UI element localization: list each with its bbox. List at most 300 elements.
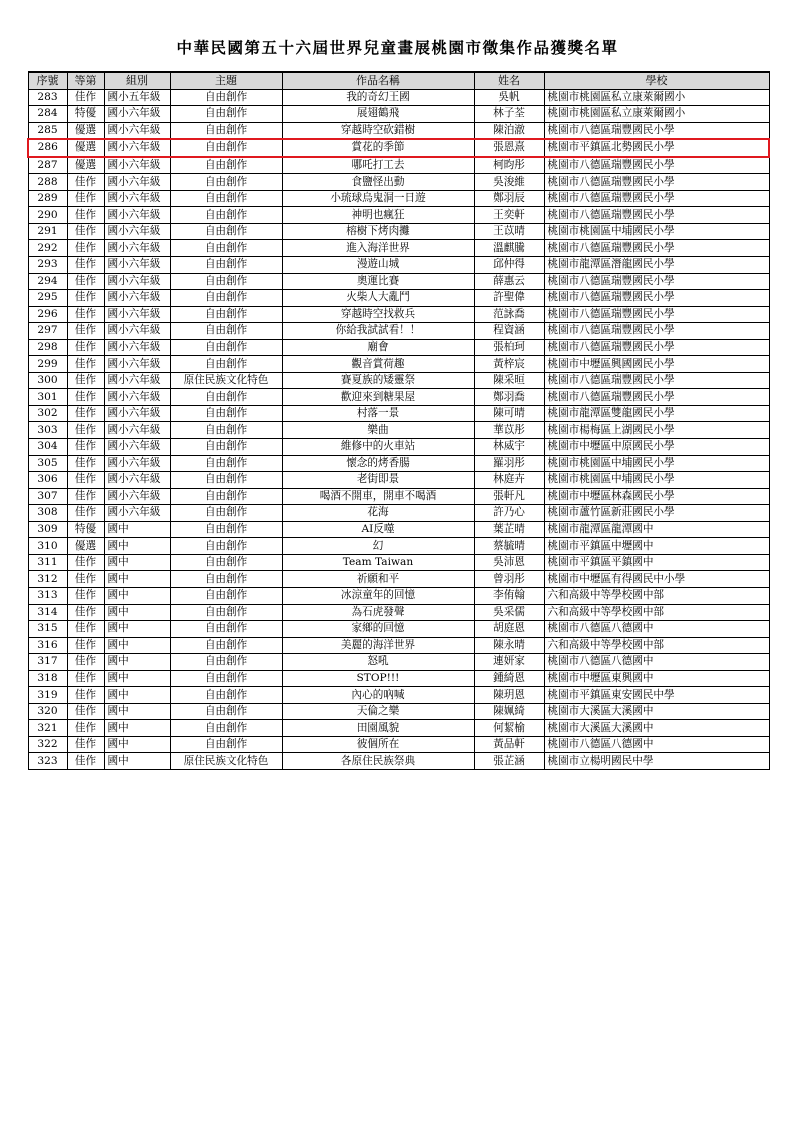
cell-serial: 288 [28,174,67,191]
table-row [28,207,769,224]
cell-theme: 自由創作 [170,290,282,307]
table-row [28,122,769,139]
cell-work-title: 懷念的烤香腸 [282,455,474,472]
cell-grade: 佳作 [67,207,104,224]
cell-work-title: STOP!!! [282,670,474,687]
cell-serial: 284 [28,106,67,123]
cell-serial: 317 [28,654,67,671]
cell-serial: 287 [28,157,67,174]
cell-school: 桃園市平鎮區平鎮國中 [544,554,769,571]
cell-theme: 自由創作 [170,439,282,456]
cell-work-title: 內心的吶喊 [282,687,474,704]
cell-school: 桃園市立楊明國民中學 [544,753,769,770]
cell-group: 國小六年級 [104,405,170,422]
cell-work-title: 你給我試試看！！ [282,323,474,340]
cell-grade: 優選 [67,122,104,139]
header-serial: 序號 [28,72,67,89]
cell-group: 國小六年級 [104,488,170,505]
cell-grade: 佳作 [67,306,104,323]
cell-school: 桃園市大溪區大溪國中 [544,720,769,737]
cell-theme: 自由創作 [170,405,282,422]
cell-name: 連妍家 [474,654,544,671]
cell-grade: 佳作 [67,273,104,290]
cell-name: 許乃心 [474,505,544,522]
table-row [28,621,769,638]
cell-name: 薛惠云 [474,273,544,290]
table-row [28,720,769,737]
cell-theme: 自由創作 [170,703,282,720]
cell-name: 陳采晅 [474,372,544,389]
cell-grade: 佳作 [67,89,104,106]
cell-work-title: 喝酒不開車，開車不喝酒 [282,488,474,505]
cell-grade: 佳作 [67,670,104,687]
cell-work-title: 樂曲 [282,422,474,439]
cell-grade: 優選 [67,157,104,174]
table-row [28,538,769,555]
cell-serial: 304 [28,439,67,456]
cell-serial: 291 [28,223,67,240]
cell-group: 國小六年級 [104,207,170,224]
cell-serial: 312 [28,571,67,588]
cell-work-title: 展翅鶴飛 [282,106,474,123]
table-row [28,174,769,191]
table-row [28,290,769,307]
table-row [28,89,769,106]
cell-theme: 自由創作 [170,190,282,207]
header-group: 組別 [104,72,170,89]
cell-school: 桃園市大溪區大溪國中 [544,703,769,720]
cell-serial: 292 [28,240,67,257]
cell-work-title: 各原住民族祭典 [282,753,474,770]
cell-group: 國中 [104,703,170,720]
cell-grade: 佳作 [67,587,104,604]
cell-name: 陳泊澈 [474,122,544,139]
cell-work-title: 神明也瘋狂 [282,207,474,224]
cell-school: 桃園市中壢區興國國民小學 [544,356,769,373]
table-row [28,273,769,290]
cell-group: 國小六年級 [104,257,170,274]
cell-name: 吳帆 [474,89,544,106]
cell-name: 王苡晴 [474,223,544,240]
cell-group: 國小六年級 [104,356,170,373]
cell-theme: 自由創作 [170,106,282,123]
cell-grade: 佳作 [67,190,104,207]
cell-grade: 佳作 [67,339,104,356]
cell-work-title: 榕樹下烤肉攤 [282,223,474,240]
cell-theme: 自由創作 [170,273,282,290]
cell-grade: 優選 [67,139,104,157]
cell-theme: 自由創作 [170,505,282,522]
table-header-row [28,72,769,89]
table-row [28,439,769,456]
cell-grade: 佳作 [67,505,104,522]
cell-group: 國小六年級 [104,190,170,207]
cell-serial: 314 [28,604,67,621]
cell-serial: 283 [28,89,67,106]
cell-school: 桃園市龍潭區龍潭國中 [544,521,769,538]
cell-serial: 286 [28,139,67,157]
cell-group: 國中 [104,670,170,687]
cell-serial: 289 [28,190,67,207]
cell-group: 國中 [104,736,170,753]
cell-name: 張軒凡 [474,488,544,505]
cell-work-title: 火柴人大亂鬥 [282,290,474,307]
cell-serial: 307 [28,488,67,505]
cell-school: 桃園市八德區瑞豐國民小學 [544,306,769,323]
cell-work-title: 老街即景 [282,472,474,489]
cell-theme: 自由創作 [170,306,282,323]
cell-work-title: 為石虎發聲 [282,604,474,621]
cell-school: 桃園市八德區瑞豐國民小學 [544,122,769,139]
cell-work-title: 進入海洋世界 [282,240,474,257]
table-row [28,604,769,621]
cell-name: 王奕軒 [474,207,544,224]
cell-grade: 佳作 [67,323,104,340]
cell-work-title: 小琉球烏鬼洞一日遊 [282,190,474,207]
cell-group: 國中 [104,604,170,621]
cell-theme: 自由創作 [170,207,282,224]
cell-name: 林庭卉 [474,472,544,489]
cell-name: 鄭羽喬 [474,389,544,406]
cell-group: 國小五年級 [104,89,170,106]
cell-group: 國小六年級 [104,389,170,406]
cell-school: 桃園市蘆竹區新莊國民小學 [544,505,769,522]
cell-serial: 323 [28,753,67,770]
cell-serial: 295 [28,290,67,307]
cell-serial: 319 [28,687,67,704]
table-row [28,306,769,323]
cell-school: 桃園市桃園區中埔國民小學 [544,472,769,489]
cell-serial: 310 [28,538,67,555]
cell-theme: 自由創作 [170,356,282,373]
cell-theme: 自由創作 [170,139,282,157]
cell-grade: 佳作 [67,736,104,753]
cell-name: 林威宇 [474,439,544,456]
cell-school: 桃園市平鎮區北勢國民小學 [544,139,769,157]
cell-theme: 自由創作 [170,240,282,257]
cell-name: 張柏珂 [474,339,544,356]
cell-school: 六和高級中等學校國中部 [544,604,769,621]
cell-name: 溫麒騰 [474,240,544,257]
cell-name: 黃品軒 [474,736,544,753]
cell-theme: 自由創作 [170,736,282,753]
cell-work-title: 村落一景 [282,405,474,422]
cell-name: 鍾綺恩 [474,670,544,687]
cell-name: 華苡彤 [474,422,544,439]
cell-group: 國中 [104,554,170,571]
cell-work-title: 怒吼 [282,654,474,671]
cell-group: 國中 [104,753,170,770]
cell-work-title: 賽夏族的矮靈祭 [282,372,474,389]
cell-serial: 305 [28,455,67,472]
cell-theme: 自由創作 [170,538,282,555]
cell-theme: 自由創作 [170,571,282,588]
cell-grade: 佳作 [67,654,104,671]
cell-name: 陳可晴 [474,405,544,422]
cell-name: 陳玥恩 [474,687,544,704]
cell-theme: 自由創作 [170,122,282,139]
cell-work-title: 祈願和平 [282,571,474,588]
cell-group: 國小六年級 [104,472,170,489]
cell-theme: 自由創作 [170,521,282,538]
cell-school: 桃園市平鎮區中壢國中 [544,538,769,555]
cell-theme: 自由創作 [170,389,282,406]
cell-name: 李侑翰 [474,587,544,604]
cell-grade: 特優 [67,106,104,123]
cell-group: 國中 [104,621,170,638]
table-row [28,422,769,439]
cell-school: 桃園市八德區瑞豐國民小學 [544,290,769,307]
cell-group: 國中 [104,720,170,737]
cell-group: 國小六年級 [104,157,170,174]
cell-group: 國小六年級 [104,455,170,472]
cell-grade: 佳作 [67,405,104,422]
header-theme: 主題 [170,72,282,89]
cell-work-title: 歡迎來到糖果屋 [282,389,474,406]
cell-work-title: 冰涼童年的回憶 [282,587,474,604]
cell-school: 六和高級中等學校國中部 [544,587,769,604]
cell-grade: 佳作 [67,488,104,505]
table-row-highlighted [28,139,769,157]
cell-group: 國小六年級 [104,372,170,389]
table-row [28,257,769,274]
cell-serial: 298 [28,339,67,356]
cell-grade: 佳作 [67,687,104,704]
cell-name: 蔡毓晴 [474,538,544,555]
table-row [28,223,769,240]
cell-name: 陳姵綺 [474,703,544,720]
cell-grade: 佳作 [67,753,104,770]
cell-theme: 原住民族文化特色 [170,372,282,389]
table-row [28,389,769,406]
table-row [28,106,769,123]
cell-grade: 佳作 [67,621,104,638]
table-row [28,554,769,571]
cell-theme: 自由創作 [170,422,282,439]
cell-school: 桃園市八德區瑞豐國民小學 [544,339,769,356]
table-row [28,356,769,373]
cell-name: 曾羽彤 [474,571,544,588]
cell-theme: 原住民族文化特色 [170,753,282,770]
cell-grade: 佳作 [67,604,104,621]
cell-work-title: 美麗的海洋世界 [282,637,474,654]
cell-school: 桃園市八德區瑞豐國民小學 [544,372,769,389]
cell-school: 桃園市中壢區林森國民小學 [544,488,769,505]
cell-theme: 自由創作 [170,654,282,671]
cell-serial: 300 [28,372,67,389]
cell-school: 桃園市中壢區東興國中 [544,670,769,687]
cell-name: 黃梓宸 [474,356,544,373]
cell-group: 國中 [104,637,170,654]
cell-group: 國小六年級 [104,174,170,191]
cell-serial: 313 [28,587,67,604]
cell-school: 桃園市中壢區有得國民中小學 [544,571,769,588]
cell-grade: 佳作 [67,290,104,307]
cell-work-title: AI反噬 [282,521,474,538]
cell-school: 桃園市八德區瑞豐國民小學 [544,389,769,406]
cell-work-title: 田園風貌 [282,720,474,737]
cell-school: 桃園市桃園區中埔國民小學 [544,455,769,472]
cell-theme: 自由創作 [170,455,282,472]
cell-serial: 293 [28,257,67,274]
cell-group: 國小六年級 [104,223,170,240]
cell-theme: 自由創作 [170,323,282,340]
cell-serial: 294 [28,273,67,290]
cell-school: 桃園市八德區八德國中 [544,654,769,671]
cell-work-title: 奧運比賽 [282,273,474,290]
cell-name: 胡庭恩 [474,621,544,638]
table-row [28,323,769,340]
document-title: 中華民國第五十六屆世界兒童畫展桃園市徵集作品獲獎名單 [176,39,619,57]
cell-theme: 自由創作 [170,174,282,191]
cell-school: 六和高級中等學校國中部 [544,637,769,654]
table-row [28,637,769,654]
cell-group: 國中 [104,538,170,555]
table-row [28,488,769,505]
table-row [28,190,769,207]
cell-grade: 優選 [67,538,104,555]
cell-group: 國小六年級 [104,122,170,139]
cell-serial: 311 [28,554,67,571]
cell-serial: 306 [28,472,67,489]
cell-theme: 自由創作 [170,687,282,704]
cell-school: 桃園市桃園區私立康萊爾國小 [544,89,769,106]
cell-group: 國小六年級 [104,323,170,340]
cell-work-title: 哪吒打工去 [282,157,474,174]
cell-work-title: 維修中的火車站 [282,439,474,456]
cell-serial: 299 [28,356,67,373]
cell-name: 柯昀彤 [474,157,544,174]
cell-grade: 佳作 [67,703,104,720]
cell-work-title: 廟會 [282,339,474,356]
cell-group: 國中 [104,587,170,604]
cell-theme: 自由創作 [170,637,282,654]
cell-serial: 296 [28,306,67,323]
cell-grade: 佳作 [67,174,104,191]
table-row [28,240,769,257]
cell-serial: 316 [28,637,67,654]
cell-work-title: 穿越時空找救兵 [282,306,474,323]
table-row [28,455,769,472]
cell-grade: 佳作 [67,372,104,389]
cell-theme: 自由創作 [170,621,282,638]
table-row [28,372,769,389]
table-row [28,521,769,538]
cell-theme: 自由創作 [170,339,282,356]
cell-work-title: 食鹽怪出動 [282,174,474,191]
cell-school: 桃園市八德區瑞豐國民小學 [544,157,769,174]
cell-group: 國中 [104,687,170,704]
table-row [28,687,769,704]
cell-group: 國小六年級 [104,339,170,356]
cell-group: 國小六年級 [104,290,170,307]
cell-theme: 自由創作 [170,587,282,604]
cell-name: 許聖偉 [474,290,544,307]
cell-grade: 佳作 [67,637,104,654]
cell-grade: 佳作 [67,455,104,472]
cell-theme: 自由創作 [170,89,282,106]
cell-serial: 290 [28,207,67,224]
cell-work-title: 觀音賞荷趣 [282,356,474,373]
cell-group: 國中 [104,654,170,671]
cell-name: 何絜榆 [474,720,544,737]
cell-name: 張芷涵 [474,753,544,770]
cell-school: 桃園市八德區瑞豐國民小學 [544,323,769,340]
cell-theme: 自由創作 [170,604,282,621]
header-work-title: 作品名稱 [282,72,474,89]
header-grade: 等第 [67,72,104,89]
cell-work-title: 天倫之樂 [282,703,474,720]
cell-group: 國中 [104,571,170,588]
cell-group: 國小六年級 [104,139,170,157]
cell-theme: 自由創作 [170,472,282,489]
cell-group: 國小六年級 [104,505,170,522]
cell-grade: 佳作 [67,223,104,240]
cell-serial: 301 [28,389,67,406]
cell-group: 國小六年級 [104,439,170,456]
cell-group: 國中 [104,521,170,538]
cell-theme: 自由創作 [170,670,282,687]
cell-school: 桃園市八德區八德國中 [544,736,769,753]
cell-name: 范詠喬 [474,306,544,323]
cell-grade: 特優 [67,521,104,538]
cell-grade: 佳作 [67,422,104,439]
cell-serial: 322 [28,736,67,753]
cell-grade: 佳作 [67,472,104,489]
table-row [28,405,769,422]
cell-serial: 308 [28,505,67,522]
cell-name: 邱仲得 [474,257,544,274]
table-row [28,703,769,720]
table-row [28,339,769,356]
table-row [28,472,769,489]
cell-work-title: 幻 [282,538,474,555]
cell-name: 吳浚維 [474,174,544,191]
cell-name: 張恩熹 [474,139,544,157]
cell-name: 林子荃 [474,106,544,123]
cell-school: 桃園市龍潭區潛龍國民小學 [544,257,769,274]
table-row [28,753,769,770]
table-row [28,587,769,604]
cell-group: 國小六年級 [104,306,170,323]
cell-name: 吳采儒 [474,604,544,621]
table-row [28,157,769,174]
cell-school: 桃園市楊梅區上湖國民小學 [544,422,769,439]
award-table [27,71,770,770]
cell-group: 國小六年級 [104,422,170,439]
cell-serial: 285 [28,122,67,139]
cell-serial: 318 [28,670,67,687]
cell-work-title: 花海 [282,505,474,522]
header-name: 姓名 [474,72,544,89]
cell-theme: 自由創作 [170,257,282,274]
cell-school: 桃園市八德區瑞豐國民小學 [544,207,769,224]
table-row [28,505,769,522]
cell-work-title: 我的奇幻王國 [282,89,474,106]
cell-name: 程資涵 [474,323,544,340]
cell-name: 陳永晴 [474,637,544,654]
cell-theme: 自由創作 [170,157,282,174]
cell-school: 桃園市八德區瑞豐國民小學 [544,190,769,207]
cell-work-title: Team Taiwan [282,554,474,571]
table-row [28,571,769,588]
cell-name: 吳沛恩 [474,554,544,571]
table-row [28,670,769,687]
cell-theme: 自由創作 [170,223,282,240]
cell-grade: 佳作 [67,240,104,257]
cell-group: 國小六年級 [104,106,170,123]
cell-work-title: 漫遊山城 [282,257,474,274]
